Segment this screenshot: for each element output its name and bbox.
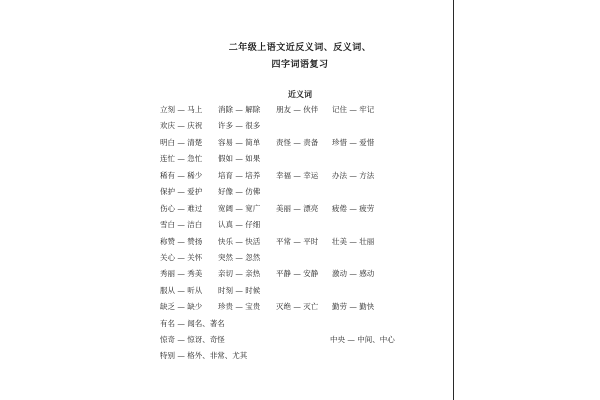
word-row [0,153,453,165]
word-pair: 保护 — 爱护 [160,187,203,196]
word-pair: 时刻 — 时候 [218,286,261,295]
word-pair: 宽阔 — 宽广 [218,204,261,213]
word-row [0,203,453,215]
word-pair: 好像 — 仿佛 [218,187,261,196]
word-row [0,137,453,149]
word-pair: 幸福 — 幸运 [276,171,319,180]
word-pair: 平常 — 平时 [276,237,319,246]
word-pair: 珍贵 — 宝贵 [218,302,261,311]
word-pair: 雪白 — 洁白 [160,220,203,229]
word-row [0,350,453,362]
word-pair: 快乐 — 快活 [218,237,261,246]
word-pair: 许多 — 很多 [218,121,261,130]
word-row [0,318,453,330]
word-row [0,268,453,280]
word-row [0,120,453,132]
word-pair: 培育 — 培养 [218,171,261,180]
word-pair: 缺乏 — 缺少 [160,302,203,311]
word-pair: 勤劳 — 勤快 [332,302,375,311]
word-pair: 办法 — 方法 [332,171,375,180]
word-pair: 称赞 — 赞扬 [160,237,203,246]
document-title-line2: 四字词语复习 [271,60,329,70]
word-row [0,104,453,116]
word-row [0,219,453,231]
word-pair: 立刻 — 马上 [160,105,203,114]
word-row [0,236,453,248]
word-pair: 惊奇 — 惊讶、奇怪 [160,335,225,344]
word-pair: 特别 — 格外、非常、尤其 [160,351,248,360]
word-pair: 美丽 — 漂亮 [276,204,319,213]
word-pair: 秀丽 — 秀美 [160,269,203,278]
document-title-line1: 二年级上语文近反义词、反义词、 [228,43,372,53]
word-pair: 平静 — 安静 [276,269,319,278]
word-pair: 中央 — 中间、中心 [330,335,395,344]
word-pair: 容易 — 简单 [218,138,261,147]
word-pair: 稀有 — 稀少 [160,171,203,180]
word-pair: 伤心 — 难过 [160,204,203,213]
word-pair: 灭绝 — 灭亡 [276,302,319,311]
word-pair: 欢庆 — 庆祝 [160,121,203,130]
word-pair: 消除 — 解除 [218,105,261,114]
word-row [0,170,453,182]
word-pair: 珍惜 — 爱惜 [332,138,375,147]
word-pair: 亲切 — 亲热 [218,269,261,278]
word-pair: 壮美 — 壮丽 [332,237,375,246]
word-pair: 明白 — 清楚 [160,138,203,147]
word-pair: 有名 — 闻名、著名 [160,319,225,328]
word-row [0,334,453,346]
word-pair: 认真 — 仔细 [218,220,261,229]
word-pair: 假如 — 如果 [218,154,261,163]
word-pair: 记住 — 牢记 [332,105,375,114]
word-pair: 关心 — 关怀 [160,253,203,262]
word-pair: 责怪 — 责备 [276,138,319,147]
section-heading-synonyms: 近义词 [288,89,312,99]
word-row [0,252,453,264]
word-pair: 连忙 — 急忙 [160,154,203,163]
word-row [0,186,453,198]
word-pair: 疲倦 — 疲劳 [332,204,375,213]
page-edge-divider [453,0,454,400]
word-row [0,301,453,313]
word-pair: 突然 — 忽然 [218,253,261,262]
word-row [0,285,453,297]
word-pair: 服从 — 听从 [160,286,203,295]
word-pair: 激动 — 感动 [332,269,375,278]
word-pair: 朋友 — 伙伴 [276,105,319,114]
